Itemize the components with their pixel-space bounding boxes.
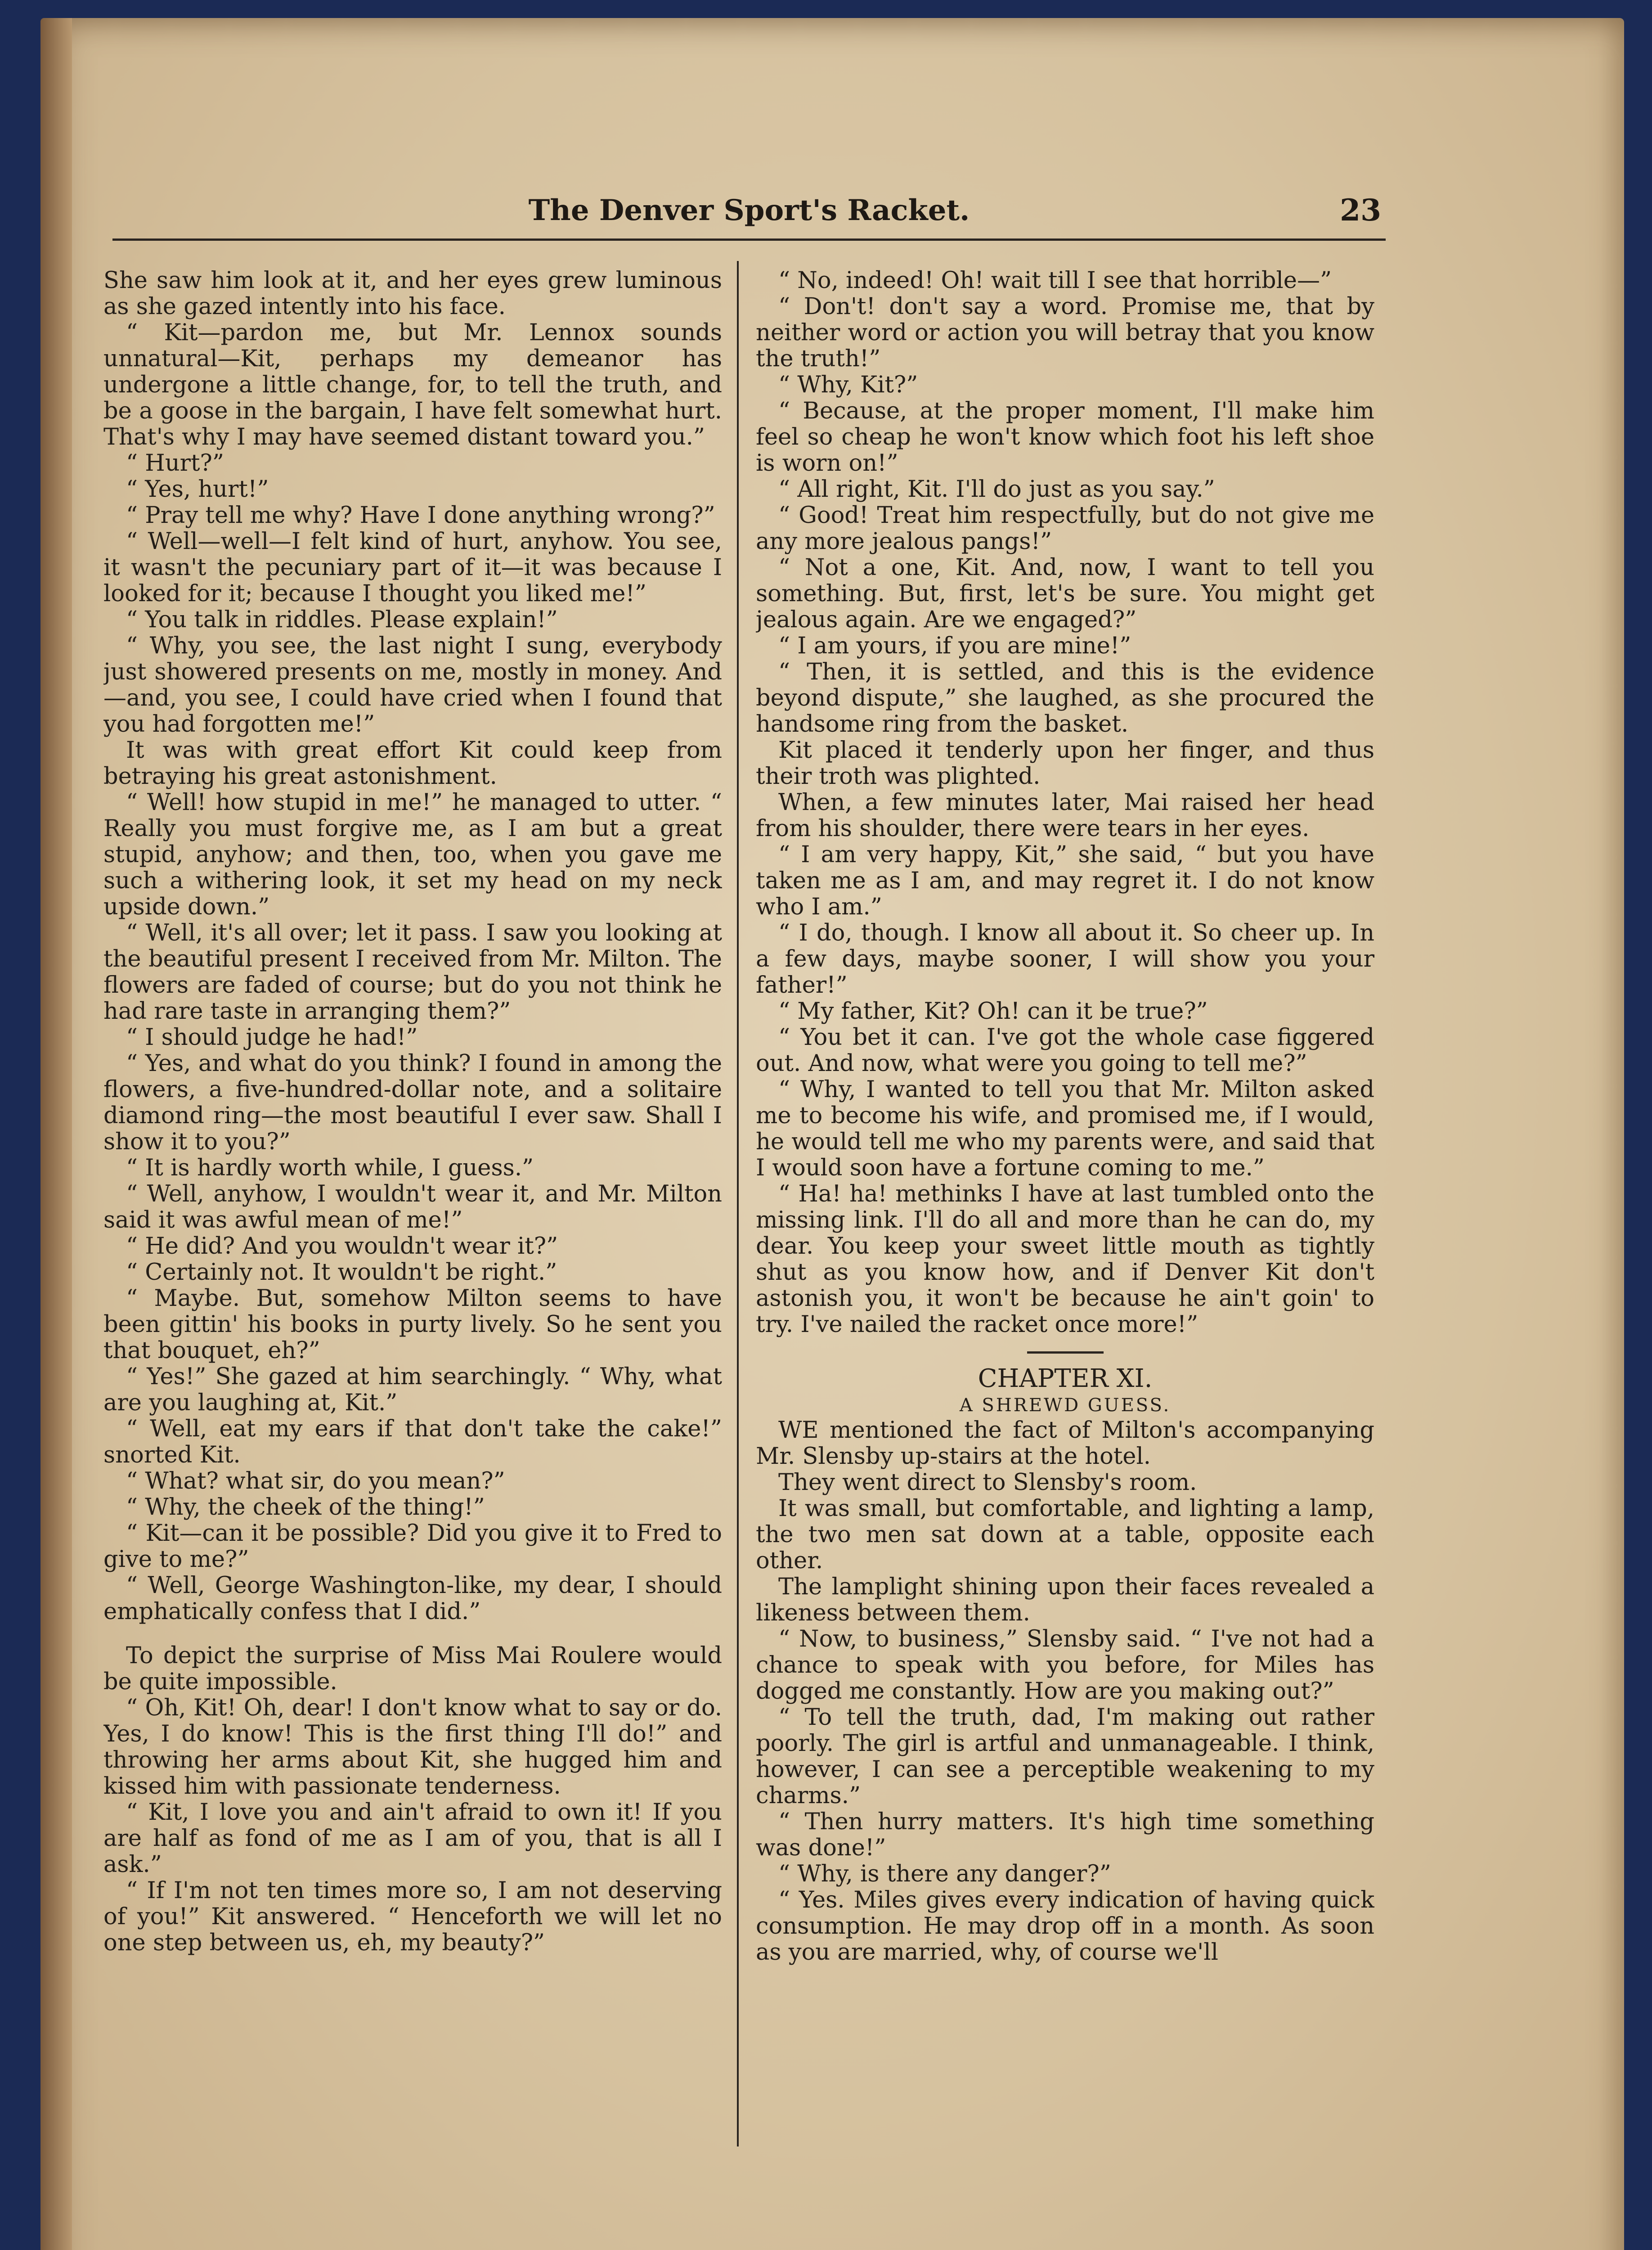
section-rule (1027, 1351, 1104, 1354)
paragraph: “ Good! Treat him respectfully, but do not give me any more jealous pangs!” (756, 502, 1374, 555)
paragraph: “ I do, though. I know all about it. So cheer up. In a few days, maybe sooner, I will show you your father!” (756, 920, 1374, 999)
paragraph: “ Well—well—I felt kind of hurt, anyhow. You see, it wasn't the pecuniary part of it—it was because I looked for it; because I thought you liked me!” (103, 528, 722, 607)
paragraph: “ Yes!” She gazed at him searchingly. “ Why, what are you laughing at, Kit.” (103, 1364, 722, 1416)
paragraph: “ Pray tell me why? Have I done anything wrong?” (126, 502, 715, 529)
paragraph: “ Now, to business,” Slensby said. “ I've not had a chance to speak with you before, for Miles has dogged me constantly. How are you making out?” (756, 1626, 1374, 1705)
paragraph: When, a few minutes later, Mai raised her head from his shoulder, there were tears in her eyes. (756, 789, 1374, 842)
paragraph: “ My father, Kit? Oh! can it be true?” (778, 998, 1208, 1025)
paragraph: “ Why, is there any danger?” (778, 1861, 1111, 1887)
running-header (112, 189, 1386, 241)
paragraph: “ Don't! don't say a word. Promise me, that by neither word or action you will betray that you know the truth!” (756, 293, 1374, 372)
paragraph: The lamplight shining upon their faces revealed a likeness between them. (756, 1574, 1374, 1626)
paragraph: “ Kit—can it be possible? Did you give it to Fred to give to me?” (103, 1520, 722, 1573)
paragraph: “ It is hardly worth while, I guess.” (126, 1155, 534, 1181)
paragraph: “ Hurt?” (126, 450, 224, 477)
paragraph: “ Oh, Kit! Oh, dear! I don't know what to say or do. Yes, I do know! This is the first thing I'll do!” and throwing her arms about Kit, she hugged him and kissed him with passionate tenderness. (103, 1695, 722, 1800)
paragraph: “ All right, Kit. I'll do just as you say.” (778, 476, 1215, 503)
paragraph: “ Because, at the proper moment, I'll make him feel so cheap he won't know which foot his left shoe is worn on!” (756, 398, 1374, 477)
paragraph: “ I am yours, if you are mine!” (778, 633, 1131, 659)
book-spine (40, 18, 72, 2250)
paragraph: “ Well, it's all over; let it pass. I saw you looking at the beautiful present I received from Mr. Milton. The flowers are faded of course; but do you not think he had rare taste in arranging them?” (103, 920, 722, 1025)
paragraph: “ Then hurry matters. It's high time something was done!” (756, 1809, 1374, 1861)
paragraph: It was small, but comfortable, and lighting a lamp, the two men sat down at a table, opposite each other. (756, 1495, 1374, 1574)
running-title: The Denver Sport's Racket. (528, 194, 970, 227)
paragraph: “ I am very happy, Kit,” she said, “ but you have taken me as I am, and may regret it. I do not know who I am.” (756, 842, 1374, 920)
chapter-heading: CHAPTER XI. (978, 1364, 1153, 1393)
column-divider (737, 261, 739, 2146)
paragraph: “ Well, George Washington-like, my dear, I should emphatically confess that I did.” (103, 1572, 722, 1625)
page-number: 23 (1340, 193, 1381, 228)
left-column (103, 268, 722, 2140)
paragraph: “ You bet it can. I've got the whole case figgered out. And now, what were you going to tell me?” (756, 1024, 1374, 1077)
paragraph: “ To tell the truth, dad, I'm making out rather poorly. The girl is artful and unmanageable. I think, however, I can see a perceptible weakening to my charms.” (756, 1704, 1374, 1809)
paragraph: “ Why, Kit?” (778, 372, 918, 398)
paragraph: It was with great effort Kit could keep from betraying his great astonishment. (103, 737, 722, 790)
paragraph: “ He did? And you wouldn't wear it?” (126, 1233, 558, 1260)
paragraph: “ Not a one, Kit. And, now, I want to tell you something. But, first, let's be sure. You might get jealous again. Are we engaged?” (756, 554, 1374, 633)
paragraph: “ I should judge he had!” (126, 1024, 418, 1051)
paragraph: To depict the surprise of Miss Mai Roulere would be quite impossible. (103, 1642, 722, 1695)
paragraph: “ You talk in riddles. Please explain!” (126, 607, 558, 633)
paragraph: “ Well! how stupid in me!” he managed to utter. “ Really you must forgive me, as I am but a great stupid, anyhow; and then, too, when you gave me such a withering look, it set my head on my neck upside down.” (103, 789, 722, 920)
chapter-subheading: A SHREWD GUESS. (959, 1395, 1171, 1416)
right-column (756, 268, 1374, 2140)
paragraph: “ If I'm not ten times more so, I am not deserving of you!” Kit answered. “ Henceforth we will let no one step between us, eh, my beauty?” (103, 1877, 722, 1956)
paragraph: “ No, indeed! Oh! wait till I see that horrible—” (778, 268, 1332, 294)
paragraph: “ Yes, and what do you think? I found in among the flowers, a five-hundred-dollar note, and a solitaire diamond ring—the most beautiful I ever saw. Shall I show it to you?” (103, 1050, 722, 1155)
paragraph: “ Then, it is settled, and this is the evidence beyond dispute,” she laughed, as she procured the handsome ring from the basket. (756, 659, 1374, 738)
paragraph: “ What? what sir, do you mean?” (126, 1468, 505, 1494)
paragraph: “ Kit—pardon me, but Mr. Lennox sounds unnatural—Kit, perhaps my demeanor has undergone a little change, for, to tell the truth, and be a goose in the bargain, I have felt somewhat hurt. That's why I may have seemed distant toward you.” (103, 320, 722, 450)
paragraph: Kit placed it tenderly upon her finger, and thus their troth was plighted. (756, 737, 1374, 790)
paragraph: They went direct to Slensby's room. (778, 1469, 1197, 1496)
paragraph: “ Why, the cheek of the thing!” (126, 1494, 485, 1521)
paragraph: “ Kit, I love you and ain't afraid to own it! If you are half as fond of me as I am of you, that is all I ask.” (103, 1799, 722, 1878)
paragraph: “ Well, anyhow, I wouldn't wear it, and Mr. Milton said it was awful mean of me!” (103, 1181, 722, 1233)
paragraph: She saw him look at it, and her eyes grew luminous as she gazed intently into his face. (103, 268, 722, 320)
paragraph: “ Maybe. But, somehow Milton seems to have been gittin' his books in purty lively. So he sent you that bouquet, eh?” (103, 1285, 722, 1364)
paragraph: “ Ha! ha! methinks I have at last tumbled onto the missing link. I'll do all and more than he can do, my dear. You keep your sweet little mouth as tightly shut as you know how, and if Denver Kit don't astonish you, it won't be because he ain't goin' to try. I've nailed the racket once more!” (756, 1181, 1374, 1338)
paragraph: “ Certainly not. It wouldn't be right.” (126, 1259, 557, 1286)
paragraph: “ Yes. Miles gives every indication of having quick consumption. He may drop off in a month. As soon as you are married, why, of course we'll (756, 1887, 1374, 1966)
paragraph: “ Yes, hurt!” (126, 476, 269, 503)
paragraph: “ Why, you see, the last night I sung, everybody just showered presents on me, mostly in money. And—and, you see, I could have cried when I found that you had forgotten me!” (103, 633, 722, 738)
paragraph: WE mentioned the fact of Milton's accompanying Mr. Slensby up-stairs at the hotel. (756, 1417, 1374, 1470)
paragraph: “ Well, eat my ears if that don't take the cake!” snorted Kit. (103, 1416, 722, 1468)
paragraph: “ Why, I wanted to tell you that Mr. Milton asked me to become his wife, and promised me, if I would, he would tell me who my parents were, and said that I would soon have a fortune coming to me.” (756, 1076, 1374, 1181)
